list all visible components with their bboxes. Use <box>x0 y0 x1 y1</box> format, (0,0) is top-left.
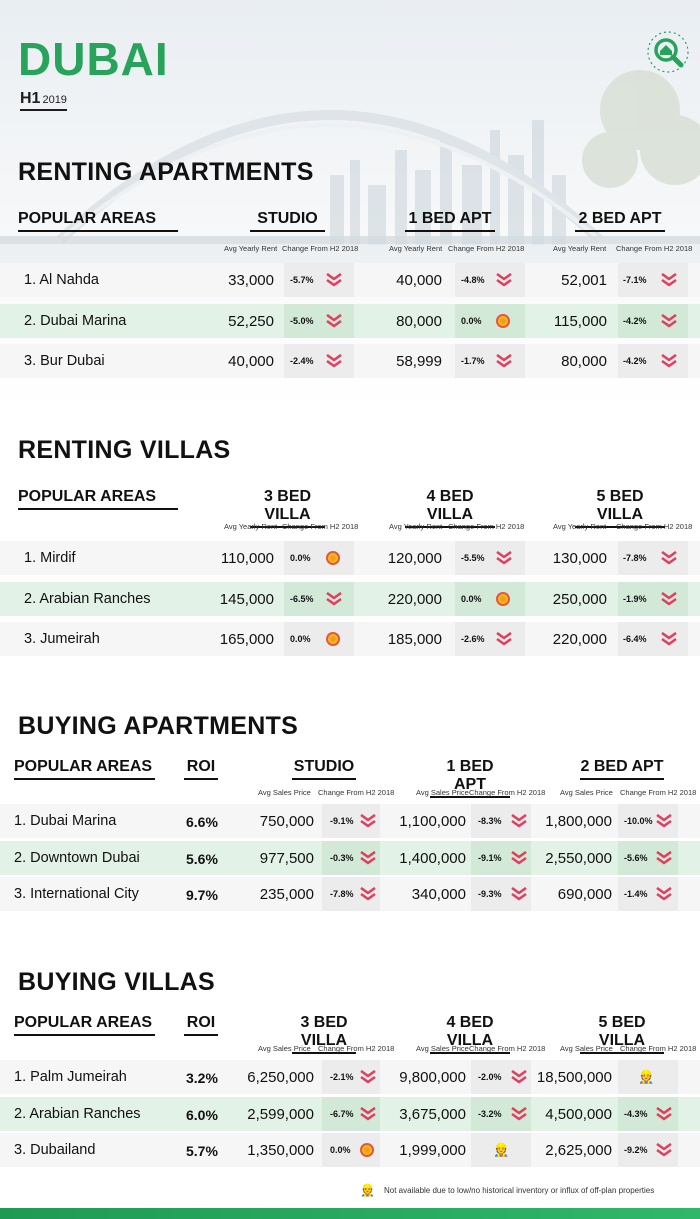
table-row <box>0 344 700 378</box>
change-value: -9.1% <box>330 816 354 826</box>
change-value: 0.0% <box>290 553 311 563</box>
column-header: STUDIO <box>250 210 325 232</box>
change-value: -4.8% <box>461 275 485 285</box>
table-row <box>0 877 700 911</box>
change-value: -4.2% <box>623 356 647 366</box>
change-value: -5.7% <box>290 275 314 285</box>
roi-value: 6.6% <box>186 814 218 830</box>
change-value: -5.6% <box>624 853 648 863</box>
double-chevron-down-icon <box>656 887 672 901</box>
value-label: Avg Sales Price <box>560 1044 613 1053</box>
double-chevron-down-icon <box>511 1107 527 1121</box>
house-magnifier-icon <box>646 30 690 74</box>
price-value: 220,000 <box>387 591 442 608</box>
column-header: 1 BED APT <box>430 758 510 798</box>
price-value: 33,000 <box>228 272 274 289</box>
section-title: RENTING VILLAS <box>18 436 231 464</box>
price-value: 6,250,000 <box>247 1069 314 1086</box>
table-row <box>0 1133 700 1167</box>
change-value: -9.3% <box>478 889 502 899</box>
period-label <box>20 90 67 111</box>
price-value: 1,400,000 <box>399 850 466 867</box>
popular-areas-header: POPULAR AREAS <box>18 210 178 232</box>
double-chevron-down-icon <box>496 551 512 565</box>
neutral-dot-icon <box>326 632 340 646</box>
price-value: 1,999,000 <box>399 1142 466 1159</box>
table-row <box>0 804 700 838</box>
change-value: -4.2% <box>623 316 647 326</box>
price-value: 115,000 <box>553 313 607 330</box>
price-value: 80,000 <box>561 353 607 370</box>
price-value: 1,100,000 <box>399 813 466 830</box>
price-value: 2,599,000 <box>247 1106 314 1123</box>
value-label: Avg Yearly Rent <box>389 522 443 531</box>
double-chevron-down-icon <box>360 1107 376 1121</box>
change-value: -8.3% <box>478 816 502 826</box>
price-value: 4,500,000 <box>545 1106 612 1123</box>
section-title: BUYING APARTMENTS <box>18 712 299 740</box>
column-header: 4 BED VILLA <box>430 1014 510 1054</box>
double-chevron-down-icon <box>496 632 512 646</box>
column-header: 5 BED VILLA <box>580 1014 664 1054</box>
table-row <box>0 1097 700 1131</box>
double-chevron-down-icon <box>656 851 672 865</box>
column-header: 1 BED APT <box>405 210 495 232</box>
value-label: Avg Yearly Rent <box>553 522 607 531</box>
construction-worker-icon: 👷 <box>360 1183 375 1197</box>
change-value: -2.1% <box>330 1072 354 1082</box>
column-header: 5 BED VILLA <box>575 488 665 528</box>
price-value: 1,350,000 <box>247 1142 314 1159</box>
column-header: 3 BED VILLA <box>250 488 325 528</box>
double-chevron-down-icon <box>326 273 342 287</box>
change-label: Change From H2 2018 <box>448 522 525 531</box>
price-value: 690,000 <box>557 886 612 903</box>
column-header: 2 BED APT <box>580 758 664 780</box>
table-row <box>0 304 700 338</box>
neutral-dot-icon <box>326 551 340 565</box>
change-label: Change From H2 2018 <box>616 244 693 253</box>
double-chevron-down-icon <box>511 814 527 828</box>
double-chevron-down-icon <box>360 814 376 828</box>
value-label: Avg Sales Price <box>258 788 311 797</box>
price-value: 18,500,000 <box>536 1069 612 1086</box>
change-label: Change From H2 2018 <box>282 244 359 253</box>
area-name: 1. Al Nahda <box>24 272 99 288</box>
change-value: -5.0% <box>290 316 314 326</box>
area-name: 3. Bur Dubai <box>24 353 105 369</box>
change-value: -2.6% <box>461 634 485 644</box>
area-name: 3. Jumeirah <box>24 631 100 647</box>
double-chevron-down-icon <box>496 273 512 287</box>
double-chevron-down-icon <box>326 592 342 606</box>
table-row <box>0 541 700 575</box>
area-name: 1. Dubai Marina <box>14 813 117 829</box>
change-label: Change From H2 2018 <box>616 522 693 531</box>
area-name: 2. Arabian Ranches <box>14 1106 141 1122</box>
popular-areas-header: POPULAR AREAS <box>18 488 178 510</box>
change-label: Change From H2 2018 <box>318 788 395 797</box>
column-header: 2 BED APT <box>575 210 665 232</box>
value-label: Avg Yearly Rent <box>553 244 607 253</box>
price-value: 750,000 <box>259 813 314 830</box>
roi-value: 9.7% <box>186 887 218 903</box>
price-value: 120,000 <box>387 550 442 567</box>
price-value: 80,000 <box>396 313 442 330</box>
change-value: -7.8% <box>330 889 354 899</box>
half-label: H1 <box>20 90 41 107</box>
value-label: Avg Sales Price <box>416 1044 469 1053</box>
change-value: -7.1% <box>623 275 647 285</box>
footer-bar <box>0 1208 700 1219</box>
double-chevron-down-icon <box>661 314 677 328</box>
popular-areas-header: POPULAR AREAS <box>14 1014 155 1036</box>
roi-value: 6.0% <box>186 1107 218 1123</box>
price-value: 185,000 <box>387 631 442 648</box>
price-value: 977,500 <box>259 850 314 867</box>
roi-value: 5.7% <box>186 1143 218 1159</box>
value-label: Avg Sales Price <box>560 788 613 797</box>
neutral-dot-icon <box>496 314 510 328</box>
price-value: 235,000 <box>259 886 314 903</box>
area-name: 2. Arabian Ranches <box>24 591 151 607</box>
double-chevron-down-icon <box>661 354 677 368</box>
price-value: 9,800,000 <box>399 1069 466 1086</box>
double-chevron-down-icon <box>656 1107 672 1121</box>
double-chevron-down-icon <box>656 814 672 828</box>
price-value: 110,000 <box>220 550 274 567</box>
price-value: 52,250 <box>228 313 274 330</box>
price-value: 58,999 <box>396 353 442 370</box>
neutral-dot-icon <box>360 1143 374 1157</box>
double-chevron-down-icon <box>511 887 527 901</box>
table-row <box>0 1060 700 1094</box>
double-chevron-down-icon <box>661 632 677 646</box>
change-value: -2.0% <box>478 1072 502 1082</box>
price-value: 250,000 <box>552 591 607 608</box>
change-value: -6.7% <box>330 1109 354 1119</box>
price-value: 3,675,000 <box>399 1106 466 1123</box>
change-value: 0.0% <box>461 594 482 604</box>
value-label: Avg Sales Price <box>416 788 469 797</box>
area-name: 2. Downtown Dubai <box>14 850 140 866</box>
price-value: 165,000 <box>219 631 274 648</box>
column-header: 3 BED VILLA <box>292 1014 356 1054</box>
change-value: 0.0% <box>461 316 482 326</box>
value-label: Avg Sales Price <box>258 1044 311 1053</box>
double-chevron-down-icon <box>656 1143 672 1157</box>
change-label: Change From H2 2018 <box>469 1044 546 1053</box>
change-value: -1.7% <box>461 356 485 366</box>
change-label: Change From H2 2018 <box>620 1044 697 1053</box>
change-label: Change From H2 2018 <box>282 522 359 531</box>
change-value: -9.1% <box>478 853 502 863</box>
roi-header: ROI <box>184 758 218 780</box>
area-name: 2. Dubai Marina <box>24 313 127 329</box>
value-label: Avg Yearly Rent <box>224 244 278 253</box>
change-value: -9.2% <box>624 1145 648 1155</box>
popular-areas-header: POPULAR AREAS <box>14 758 155 780</box>
price-value: 52,001 <box>561 272 607 289</box>
value-label: Avg Yearly Rent <box>224 522 278 531</box>
roi-header: ROI <box>184 1014 218 1036</box>
double-chevron-down-icon <box>326 314 342 328</box>
double-chevron-down-icon <box>511 1070 527 1084</box>
section-title: BUYING VILLAS <box>18 968 215 996</box>
price-value: 130,000 <box>552 550 607 567</box>
price-value: 40,000 <box>228 353 274 370</box>
change-value: -0.3% <box>330 853 354 863</box>
change-value: -6.4% <box>623 634 647 644</box>
area-name: 3. International City <box>14 886 139 902</box>
double-chevron-down-icon <box>496 354 512 368</box>
area-name: 1. Mirdif <box>24 550 76 566</box>
change-label: Change From H2 2018 <box>469 788 546 797</box>
price-value: 145,000 <box>219 591 274 608</box>
section-title: RENTING APARTMENTS <box>18 158 314 186</box>
column-header: 4 BED VILLA <box>405 488 495 528</box>
price-value: 2,625,000 <box>545 1142 612 1159</box>
page-title: DUBAI <box>18 33 169 85</box>
price-value: 340,000 <box>411 886 466 903</box>
price-value: 2,550,000 <box>545 850 612 867</box>
change-label: Change From H2 2018 <box>448 244 525 253</box>
change-value: -2.4% <box>290 356 314 366</box>
change-value: -10.0% <box>624 816 653 826</box>
double-chevron-down-icon <box>360 851 376 865</box>
area-name: 3. Dubailand <box>14 1142 96 1158</box>
table-row <box>0 582 700 616</box>
double-chevron-down-icon <box>661 273 677 287</box>
change-value: -4.3% <box>624 1109 648 1119</box>
change-value: -1.4% <box>624 889 648 899</box>
double-chevron-down-icon <box>360 887 376 901</box>
neutral-dot-icon <box>496 592 510 606</box>
change-value: -6.5% <box>290 594 314 604</box>
construction-worker-icon: 👷 <box>638 1069 655 1084</box>
column-header: STUDIO <box>292 758 356 780</box>
price-value: 1,800,000 <box>545 813 612 830</box>
double-chevron-down-icon <box>360 1070 376 1084</box>
double-chevron-down-icon <box>326 354 342 368</box>
roi-value: 3.2% <box>186 1070 218 1086</box>
change-value: 0.0% <box>330 1145 351 1155</box>
change-value: -7.8% <box>623 553 647 563</box>
table-row <box>0 263 700 297</box>
change-value: -5.5% <box>461 553 485 563</box>
change-label: Change From H2 2018 <box>620 788 697 797</box>
price-value: 40,000 <box>396 272 442 289</box>
double-chevron-down-icon <box>511 851 527 865</box>
change-value: -1.9% <box>623 594 647 604</box>
change-value: 0.0% <box>290 634 311 644</box>
double-chevron-down-icon <box>661 551 677 565</box>
construction-worker-icon: 👷 <box>493 1142 510 1157</box>
change-label: Change From H2 2018 <box>318 1044 395 1053</box>
table-row <box>0 841 700 875</box>
price-value: 220,000 <box>552 631 607 648</box>
table-row <box>0 622 700 656</box>
year-label: 2019 <box>42 94 67 106</box>
area-name: 1. Palm Jumeirah <box>14 1069 127 1085</box>
value-label: Avg Yearly Rent <box>389 244 443 253</box>
double-chevron-down-icon <box>661 592 677 606</box>
change-value: -3.2% <box>478 1109 502 1119</box>
roi-value: 5.6% <box>186 851 218 867</box>
footnote: Not available due to low/no historical inventory or influx of off-plan properties <box>384 1186 655 1195</box>
